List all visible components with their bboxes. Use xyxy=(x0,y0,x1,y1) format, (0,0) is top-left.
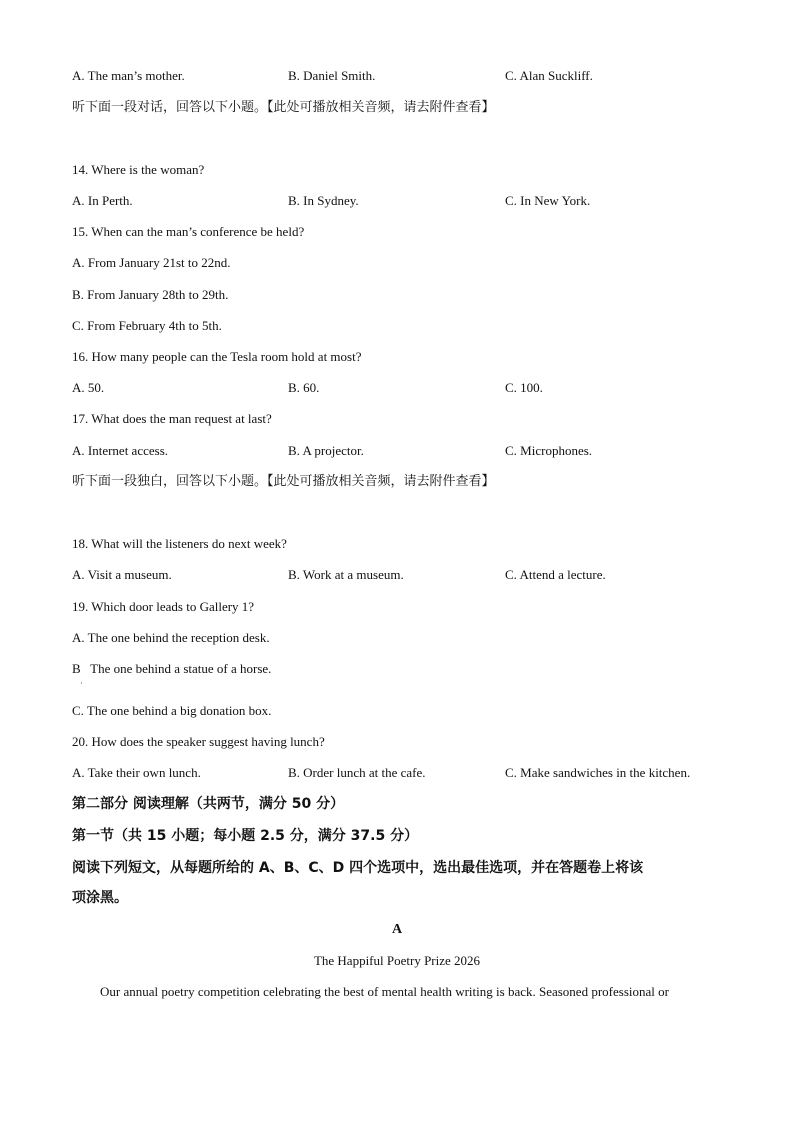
monologue-instruction: 听下面一段独白，回答以下小题。【此处可播放相关音频，请去附件查看】 xyxy=(72,474,495,489)
q18-question: 18. What will the listeners do next week? xyxy=(72,536,287,551)
q20-question: 20. How does the speaker suggest having lunch? xyxy=(72,734,325,749)
q19-option-a: A. The one behind the reception desk. xyxy=(72,630,270,645)
q19-option-c: C. The one behind a big donation box. xyxy=(72,703,272,718)
q13-option-a: A. The man’s mother. xyxy=(72,68,185,83)
q18-option-c: C. Attend a lecture. xyxy=(505,567,606,582)
q16-question: 16. How many people can the Tesla room hold at most? xyxy=(72,349,362,364)
q19-option-b: B The one behind a statue of a horse. xyxy=(72,661,272,676)
q16-option-a: A. 50. xyxy=(72,380,105,395)
q13-option-c: C. Alan Suckliff. xyxy=(505,68,593,83)
q15-option-c: C. From February 4th to 5th. xyxy=(72,318,222,333)
q16-option-b: B. 60. xyxy=(288,380,320,395)
passage-label: A xyxy=(391,922,403,937)
q14-option-c: C. In New York. xyxy=(505,193,591,208)
q14-question: 14. Where is the woman? xyxy=(72,162,205,177)
q15-option-a: A. From January 21st to 22nd. xyxy=(72,255,231,270)
q19-question: 19. Which door leads to Gallery 1? xyxy=(72,599,255,614)
q13-option-b: B. Daniel Smith. xyxy=(288,68,376,83)
q20-option-c: C. Make sandwiches in the kitchen. xyxy=(505,765,691,780)
part2-title: 第二部分 阅读理解（共两节，满分 50 分） xyxy=(72,796,345,812)
q20-option-b: B. Order lunch at the cafe. xyxy=(288,765,426,780)
reading-instruction-line2: 项涂黑。 xyxy=(72,890,128,906)
section1-title: 第一节（共 15 小题；每小题 2.5 分，满分 37.5 分） xyxy=(72,828,419,844)
passage-title: The Happiful Poetry Prize 2026 xyxy=(313,953,481,968)
q17-option-c: C. Microphones. xyxy=(505,443,593,458)
q17-question: 17. What does the man request at last? xyxy=(72,411,272,426)
passage-first-line: Our annual poetry competition celebrating the best of mental health writing is back. Seasoned professional or xyxy=(100,984,669,999)
q18-option-a: A. Visit a museum. xyxy=(72,567,172,582)
q16-option-c: C. 100. xyxy=(505,380,543,395)
reading-instruction-line1: 阅读下列短文，从每题所给的 A、B、C、D 四个选项中，选出最佳选项，并在答题卷上将该 xyxy=(72,860,644,876)
q15-option-b: B. From January 28th to 29th. xyxy=(72,287,229,302)
q18-option-b: B. Work at a museum. xyxy=(288,567,404,582)
q17-option-a: A. Internet access. xyxy=(72,443,169,458)
q15-question: 15. When can the man’s conference be held? xyxy=(72,224,305,239)
q17-option-b: B. A projector. xyxy=(288,443,364,458)
dialogue-instruction: 听下面一段对话，回答以下小题。【此处可播放相关音频，请去附件查看】 xyxy=(72,100,495,115)
q14-option-b: B. In Sydney. xyxy=(288,193,359,208)
q14-option-a: A. In Perth. xyxy=(72,193,133,208)
stray-dot-mark: · xyxy=(80,679,83,688)
q20-option-a: A. Take their own lunch. xyxy=(72,765,201,780)
